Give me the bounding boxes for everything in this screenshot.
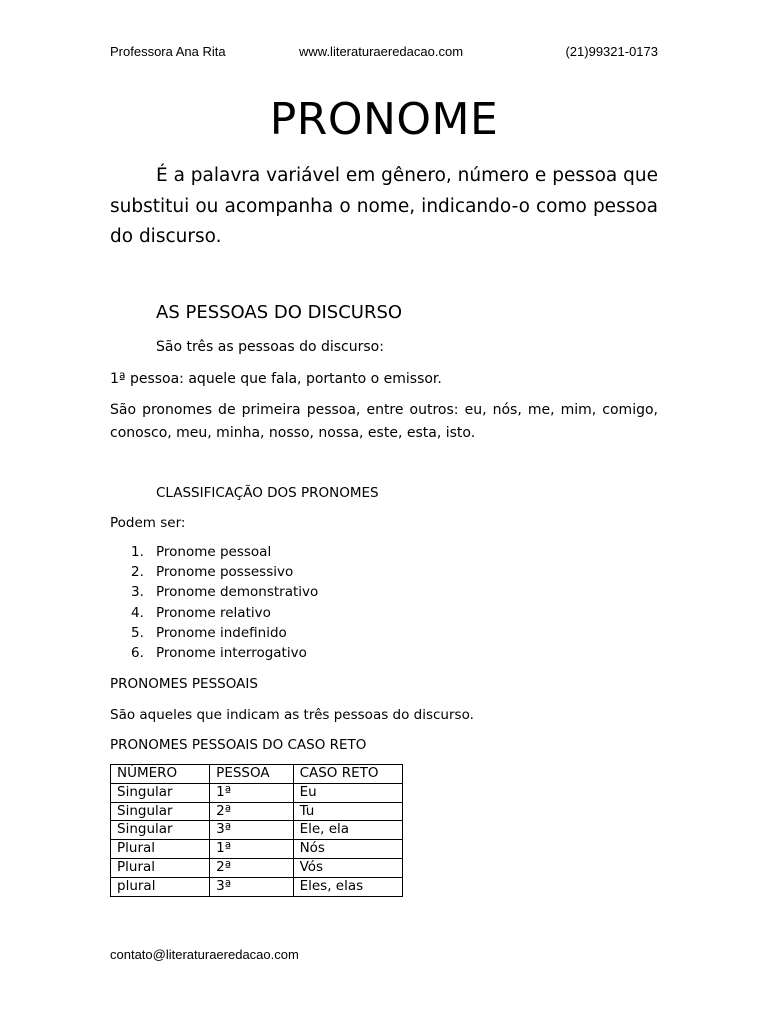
page-title: PRONOME: [269, 94, 499, 145]
footer-email-link[interactable]: contato@literaturaeredacao.com: [110, 947, 299, 962]
table-cell: Ele, ela: [293, 821, 402, 840]
table-cell: 2ª: [210, 858, 293, 877]
personal-pronouns-description: São aqueles que indicam as três pessoas do discurso.: [110, 707, 474, 723]
table-header-cell: PESSOA: [210, 765, 293, 784]
table-cell: 1ª: [210, 840, 293, 859]
table-row: [111, 802, 403, 821]
list-item-number: 6.: [131, 645, 144, 662]
table-cell: Plural: [111, 840, 210, 859]
table-row: [111, 877, 403, 896]
first-person-definition: 1ª pessoa: aquele que fala, portanto o emissor.: [110, 371, 442, 387]
table-row: [111, 840, 403, 859]
persons-intro: São três as pessoas do discurso:: [156, 339, 384, 355]
list-item-number: 5.: [131, 624, 144, 641]
table-cell: Eu: [293, 783, 402, 802]
list-item-number: 3.: [131, 584, 144, 601]
table-cell: 2ª: [210, 802, 293, 821]
table-header-row: [111, 765, 403, 784]
table-cell: Singular: [111, 783, 210, 802]
list-item: [110, 623, 318, 643]
table-cell: Singular: [111, 821, 210, 840]
table-cell: plural: [111, 877, 210, 896]
table-cell: 3ª: [210, 877, 293, 896]
table-row: [111, 821, 403, 840]
straight-case-heading: PRONOMES PESSOAIS DO CASO RETO: [110, 737, 367, 753]
list-item-number: 2.: [131, 564, 144, 581]
list-item: [110, 603, 318, 623]
list-item-label: Pronome pessoal: [156, 544, 272, 560]
list-item-label: Pronome relativo: [156, 604, 271, 621]
table-cell: 3ª: [210, 821, 293, 840]
table-cell: Plural: [111, 858, 210, 877]
personal-pronouns-heading: PRONOMES PESSOAIS: [110, 676, 258, 692]
table-row: [111, 858, 403, 877]
classification-list: [110, 542, 318, 663]
list-item: [110, 542, 318, 562]
table-row: [111, 783, 403, 802]
page-header: [110, 43, 658, 61]
table-cell: Tu: [293, 802, 402, 821]
table-cell: Eles, elas: [293, 877, 402, 896]
header-author: Professora Ana Rita: [110, 44, 226, 59]
table-cell: Singular: [111, 802, 210, 821]
definition-paragraph: É a palavra variável em gênero, número e pessoa que substitui ou acompanha o nome, indicando-o como pessoa do discurso.: [110, 165, 658, 247]
list-item-label: Pronome indefinido: [156, 624, 287, 641]
table-header-cell: NÚMERO: [111, 765, 210, 784]
list-item-label: Pronome possessivo: [156, 564, 294, 581]
header-phone: (21)99321-0173: [565, 44, 658, 59]
list-item-number: 4.: [131, 604, 144, 621]
list-item-label: Pronome demonstrativo: [156, 584, 319, 601]
list-item: [110, 582, 318, 602]
table-header-cell: CASO RETO: [293, 765, 402, 784]
section-heading-persons: AS PESSOAS DO DISCURSO: [156, 302, 403, 323]
list-item: [110, 643, 318, 663]
header-website-link[interactable]: www.literaturaeredacao.com: [299, 44, 464, 59]
list-item: [110, 562, 318, 582]
table-cell: Nós: [293, 840, 402, 859]
list-item-number: 1.: [131, 544, 144, 560]
classification-heading: CLASSIFICAÇÃO DOS PRONOMES: [156, 485, 379, 501]
table-cell: 1ª: [210, 783, 293, 802]
pronouns-table: [110, 764, 403, 897]
list-item-label: Pronome interrogativo: [156, 645, 307, 662]
classification-intro: Podem ser:: [110, 515, 186, 531]
first-person-pronouns: São pronomes de primeira pessoa, entre outros: eu, nós, me, mim, comigo, conosco, meu, minha, nosso, nossa, este, esta, isto.: [110, 402, 658, 441]
table-cell: Vós: [293, 858, 402, 877]
